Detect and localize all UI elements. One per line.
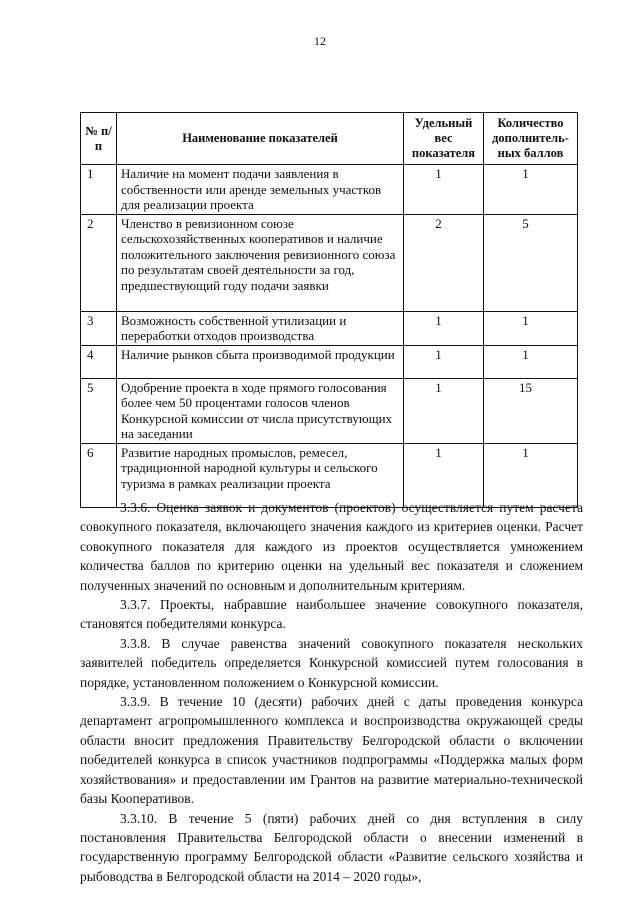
row-weight: 1 [404,165,484,215]
paragraph-3-3-8: 3.3.8. В случае равенства значений совокупного показателя нескольких заявителей победитель определяется Конкурсной комиссией путем голосования в порядке, установленном положением о Конкурсной комиссии. [80,635,583,690]
paragraph-3-3-9: 3.3.9. В течение 10 (десяти) рабочих дней с даты проведения конкурса департамент агропромышленного комплекса и воспроизводства окружающей среды области вносит предложения Правительству Белгородской области о включении победителей конкурса в список участников подпрограммы «Поддержка малых форм хозяйствования» и предоставлении им Грантов на развитие материально-технической базы Кооперативов. [80,694,583,807]
row-weight: 2 [404,214,484,311]
row-weight: 1 [404,443,484,507]
row-indicator: Членство в ревизионном союзе сельскохозяйственных кооперативов и наличие положительного заключения ревизионного союза по результатам своей деятельности за год, предшествующий году подачи заявки [117,214,404,311]
row-weight: 1 [404,311,484,345]
row-indicator: Возможность собственной утилизации и переработки отходов производства [117,311,404,345]
row-indicator: Наличие на момент подачи заявления в собственности или аренде земельных участков для реализации проекта [117,165,404,215]
row-points: 1 [484,443,578,507]
row-number: 1 [81,165,117,215]
table-row [81,378,578,443]
row-number: 5 [81,378,117,443]
header-number: № п/п [81,113,117,165]
criteria-table-container [80,112,577,508]
table-row [81,345,578,378]
table-row [81,311,578,345]
header-additional-points: Количество дополнитель-ных баллов [484,113,578,165]
row-indicator: Наличие рынков сбыта производимой продукции [117,345,404,378]
table-row [81,165,578,215]
row-number: 4 [81,345,117,378]
criteria-table [80,112,578,508]
row-number: 3 [81,311,117,345]
row-weight: 1 [404,378,484,443]
row-number: 6 [81,443,117,507]
row-indicator: Одобрение проекта в ходе прямого голосования более чем 50 процентами голосов членов Конкурсной комиссии от числа присутствующих на заседании [117,378,404,443]
row-points: 1 [484,345,578,378]
header-indicator-name: Наименование показателей [117,113,404,165]
row-points: 1 [484,165,578,215]
paragraph-3-3-6: 3.3.6. Оценка заявок и документов (проектов) осуществляется путем расчета совокупного показателя, включающего значения каждого из критериев оценки. Расчет совокупного показателя для каждого из проектов осуществляется умножением количества баллов по критерию оценки на удельный вес показателя и сложением полученных значений по основным и дополнительным критериям. [80,500,583,593]
paragraph-3-3-7: 3.3.7. Проекты, набравшие наибольшее значение совокупного показателя, становятся победителями конкурса. [80,597,583,632]
row-points: 1 [484,311,578,345]
table-header-row [81,113,578,165]
row-weight: 1 [404,345,484,378]
table-row [81,214,578,311]
page-number: 12 [314,34,326,48]
row-number: 2 [81,214,117,311]
row-points: 15 [484,378,578,443]
header-specific-weight: Удельный вес показателя [404,113,484,165]
row-points: 5 [484,214,578,311]
row-indicator: Развитие народных промыслов, ремесел, традиционной народной культуры и сельского туризма в рамках реализации проекта [117,443,404,507]
document-body [80,498,583,886]
paragraph-3-3-10: 3.3.10. В течение 5 (пяти) рабочих дней со дня вступления в силу постановления Правительства Белгородской области о внесении изменений в государственную программу Белгородской области «Развитие сельского хозяйства и рыбоводства в Белгородской области на 2014 – 2020 годы», [80,810,583,884]
